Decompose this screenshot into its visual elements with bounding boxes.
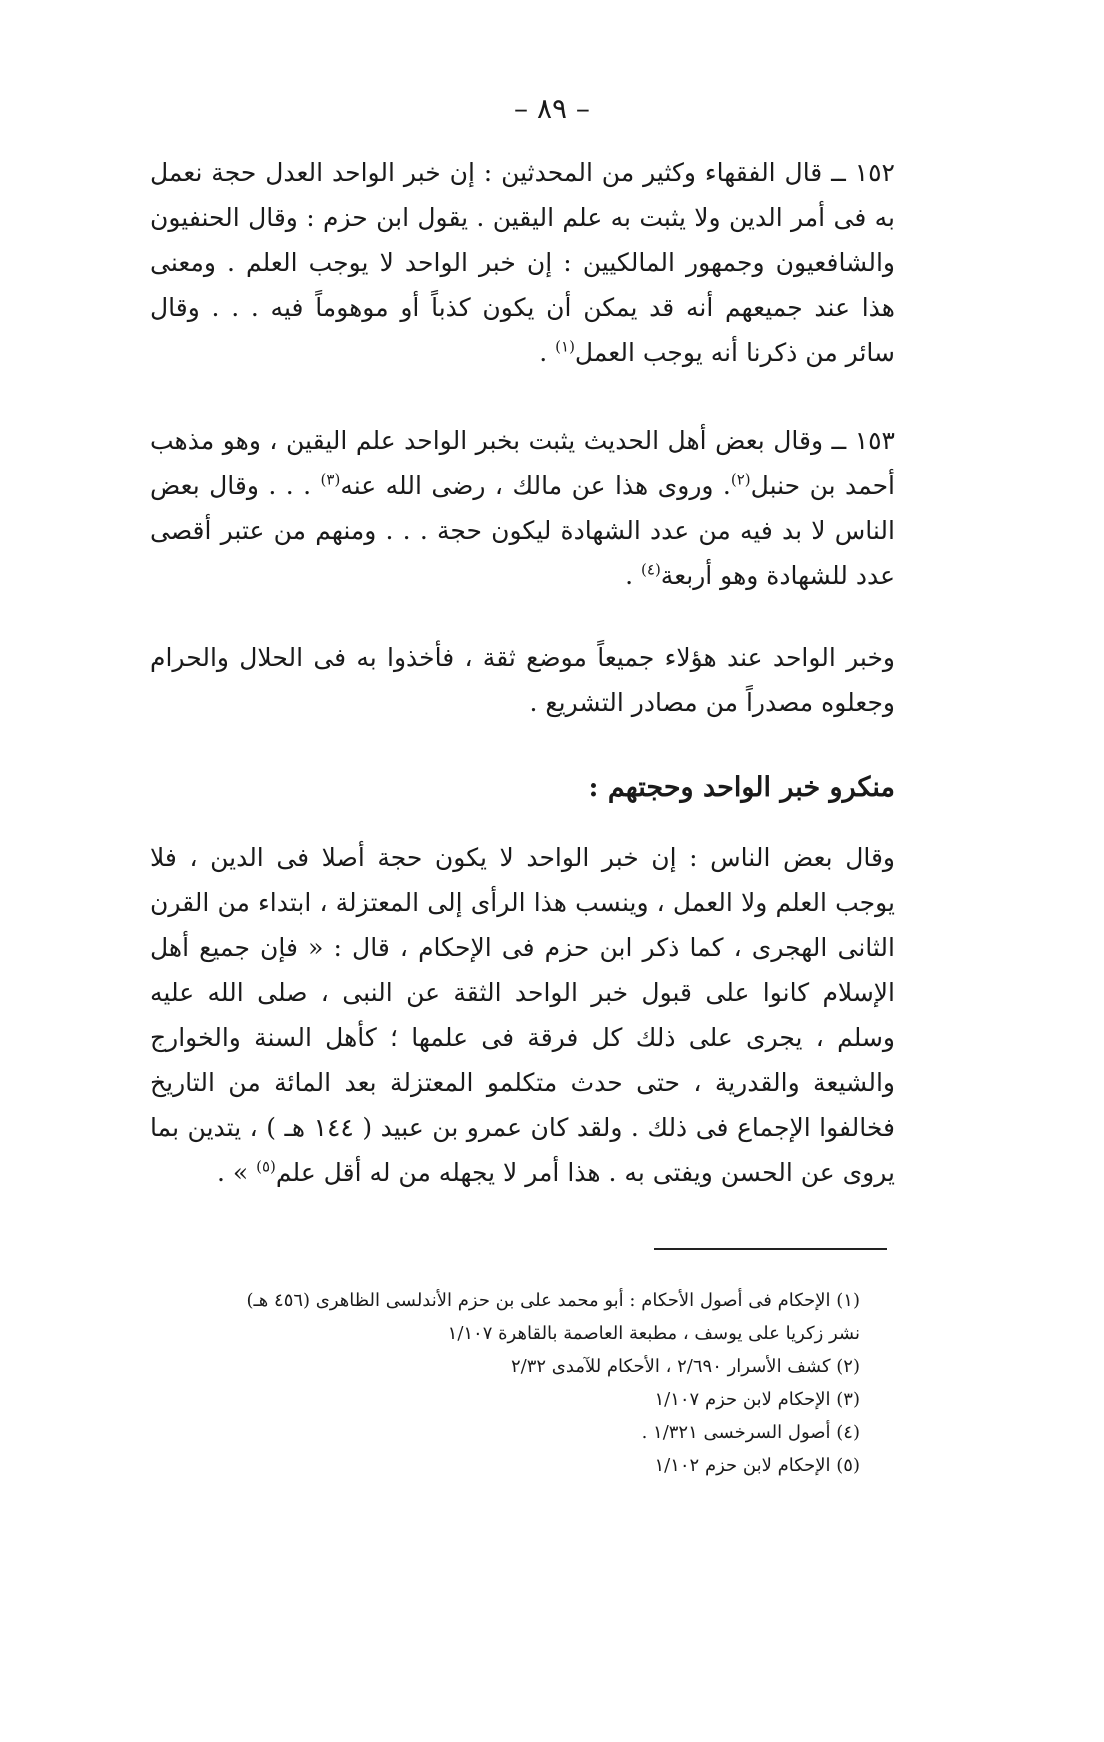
paragraph-body-tail: . . . وقال بعض الناس لا بد فيه من عدد الشهادة ليكون حجة . . . ومنهم من عتبر أقصى عدد للشهادة وهو أربعة <box>150 471 895 590</box>
paragraph-text <box>150 150 895 375</box>
paragraph-body: ١٥٢ ــ قال الفقهاء وكثير من المحدثين : إن خبر الواحد العدل حجة نعمل به فى أمر الدين ولا يثبت به علم اليقين . يقول ابن حزم : وقال الحنفيون والشافعيون وجمهور المالكيين : إن خبر الواحد لا يوجب العلم . ومعنى هذا عند جميعهم أنه قد يمكن أن يكون كذباً أو موهوماً فيه . . . وقال سائر من ذكرنا أنه يوجب العمل <box>150 158 895 367</box>
paragraph-khabar <box>150 635 895 725</box>
section-heading-container <box>150 765 895 810</box>
footnote-5: (٥) الإحكام لابن حزم ١/١٠٢ <box>654 1455 860 1476</box>
paragraph-text <box>150 418 895 598</box>
paragraph-text: وخبر الواحد عند هؤلاء جميعاً موضع ثقة ، فأخذوا به فى الحلال والحرام وجعلوه مصدراً من مصادر التشريع . <box>150 643 895 717</box>
paragraph-152 <box>150 150 895 375</box>
footnote-3: (٣) الإحكام لابن حزم ١/١٠٧ <box>654 1389 860 1410</box>
footnote-4: (٤) أصول السرخسى ١/٣٢١ . <box>641 1422 860 1443</box>
paragraph-end: . <box>539 338 556 367</box>
footnote-ref-2: (٢) <box>730 470 751 489</box>
paragraph-body: وقال بعض الناس : إن خبر الواحد لا يكون حجة أصلا فى الدين ، فلا يوجب العلم ولا العمل ، وينسب هذا الرأى إلى المعتزلة ، ابتداء من القرن الثانى الهجرى ، كما ذكر ابن حزم فى الإحكام ، قال : « فإن جميع أهل الإسلام كانوا على قبول خبر الواحد الثقة عن النبى ، صلى الله عليه وسلم ، يجرى على ذلك كل فرقة فى علمها ؛ كأهل السنة والخوارج والشيعة والقدرية ، حتى حدث متكلمو المعتزلة بعد المائة من التاريخ فخالفوا الإجماع فى ذلك . ولقد كان عمرو بن عبيد ( ١٤٤ هـ ) ، يتدين بما يروى عن الحسن ويفتى به . هذا أمر لا يجهله من له أقل علم <box>150 843 895 1187</box>
footnote-1-continuation: نشر زكريا على يوسف ، مطبعة العاصمة بالقاهرة ١/١٠٧ <box>447 1323 860 1344</box>
paragraph-body: ١٥٣ ــ وقال بعض أهل الحديث يثبت بخبر الواحد علم اليقين ، وهو مذهب أحمد بن حنبل <box>150 426 895 500</box>
footnote-ref-4: (٤) <box>641 560 661 579</box>
paragraph-153 <box>150 418 895 598</box>
paragraph-deniers <box>150 835 895 1195</box>
paragraph-end: » . <box>216 1158 257 1187</box>
footnote-1: (١) الإحكام فى أصول الأحكام : أبو محمد على بن حزم الأندلسى الظاهرى (٤٥٦ هـ) <box>246 1290 860 1311</box>
footnote-2: (٢) كشف الأسرار ٢/٦٩٠ ، الأحكام للآمدى ٢/٣٢ <box>510 1356 860 1377</box>
paragraph-text <box>150 835 895 1195</box>
paragraph-body-cont: . وروى هذا عن مالك ، رضى الله عنه <box>340 471 731 500</box>
page-number: – ٨٩ – <box>514 92 590 125</box>
footnotes <box>130 1284 860 1482</box>
footnote-ref-3: (٣) <box>320 470 341 489</box>
footnote-divider <box>654 1248 887 1250</box>
footnote-ref-1: (١) <box>555 337 575 356</box>
section-heading: منكرو خبر الواحد وحجتهم : <box>588 772 895 803</box>
paragraph-end: . <box>625 561 642 590</box>
footnote-ref-5: (٥) <box>256 1157 276 1176</box>
